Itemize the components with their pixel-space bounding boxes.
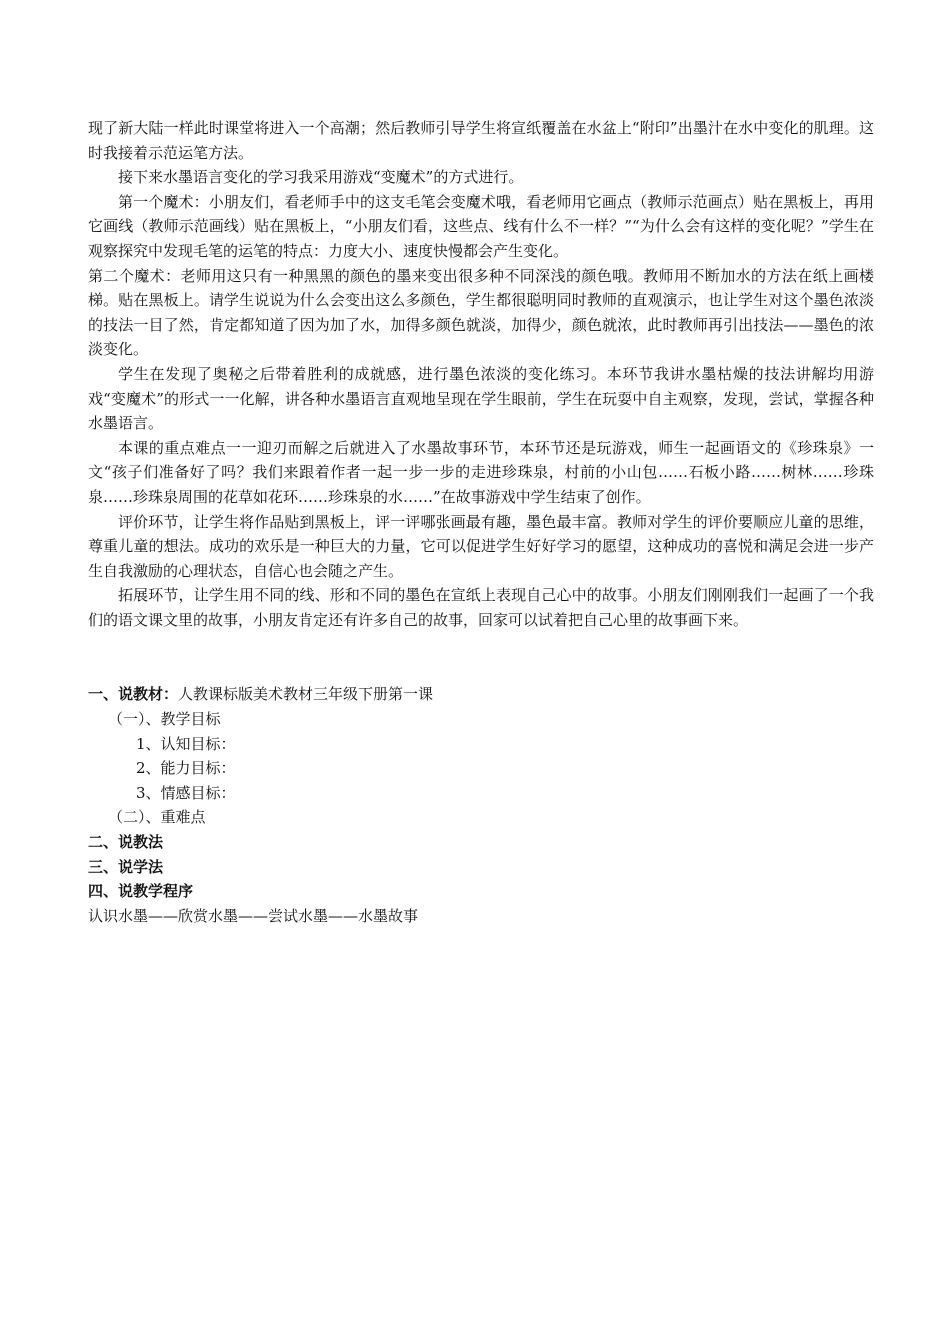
paragraph-ink-practice: 学生在发现了奥秘之后带着胜利的成就感，进行墨色浓淡的变化练习。本环节我讲水墨枯燥的技法讲解均用游戏“变魔术”的形式一一化解，讲各种水墨语言直观地呈现在学生眼前，学生在玩耍中自主观察，发现，尝试，掌握各种水墨语言。 bbox=[88, 364, 874, 433]
section-1-text: 人教课标版美术教材三年级下册第一课 bbox=[178, 685, 434, 704]
paragraph-ink-story: 本课的重点难点一一迎刃而解之后就进入了水墨故事环节，本环节还是玩游戏，师生一起画语文的《珍珠泉》一文“孩子们准备好了吗？我们来跟着作者一起一步一步的走进珍珠泉，村前的小山包……石板小路……树林……珍珠泉……珍珠泉周围的花草如花环……珍珠泉的水……”在故事游戏中学生结束了创作。 bbox=[88, 438, 874, 506]
section-1-heading: 一、说教材： bbox=[88, 685, 179, 704]
outline-key-points: （二）、重难点 bbox=[108, 808, 206, 827]
outline-goal-cognitive: 1、认知目标： bbox=[136, 734, 236, 753]
outline-section-2: 二、说教法 bbox=[88, 833, 164, 852]
document-page bbox=[88, 116, 874, 928]
outline-teaching-goals: （一）、教学目标 bbox=[108, 710, 221, 729]
outline-goal-ability: 2、能力目标： bbox=[136, 759, 236, 778]
paragraph-magic-game: 接下来水墨语言变化的学习我采用游戏“变魔术”的方式进行。 bbox=[118, 168, 524, 187]
lecture-outline bbox=[88, 682, 874, 928]
paragraph-intro-continuation: 现了新大陆一样此时课堂将进入一个高潮；然后教师引导学生将宣纸覆盖在水盆上“附印”出墨汁在水中变化的肌理。这时我接着示范运笔方法。 bbox=[88, 119, 874, 162]
section-gap bbox=[88, 632, 874, 682]
paragraph-evaluation: 评价环节，让学生将作品贴到黑板上，评一评哪张画最有趣，墨色最丰富。教师对学生的评价要顺应儿童的思维，尊重儿童的想法。成功的欢乐是一种巨大的力量，它可以促进学生好好学习的愿望，这种成功的喜悦和满足会进一步产生自我激励的心理状态，自信心也会随之产生。 bbox=[88, 512, 874, 580]
outline-procedure: 认识水墨——欣赏水墨——尝试水墨——水墨故事 bbox=[88, 906, 419, 925]
outline-goal-emotion: 3、情感目标： bbox=[136, 783, 236, 802]
paragraph-second-magic: 第二个魔术：老师用这只有一种黑黑的颜色的墨来变出很多种不同深浅的颜色哦。教师用不断加水的方法在纸上画楼梯。贴在黑板上。请学生说说为什么会变出这么多颜色，学生都很聪明同时教师的直观演示，也让学生对这个墨色浓淡的技法一目了然，肯定都知道了因为加了水，加得多颜色就淡，加得少，颜色就浓，此时教师再引出技法——墨色的浓淡变化。 bbox=[88, 266, 874, 359]
body-text bbox=[88, 116, 874, 632]
paragraph-first-magic: 第一个魔术：小朋友们，看老师手中的这支毛笔会变魔术哦，看老师用它画点（教师示范画点）贴在黑板上，再用它画线（教师示范画线）贴在黑板上，“小朋友们看，这些点、线有什么不一样？”“为什么会有这样的变化呢？”学生在观察探究中发现毛笔的运笔的特点：力度大小、速度快慢都会产生变化。 bbox=[88, 192, 874, 260]
paragraph-extension: 拓展环节，让学生用不同的线、形和不同的墨色在宣纸上表现自己心中的故事。小朋友们刚刚我们一起画了一个我们的语文课文里的故事，小朋友肯定还有许多自己的故事，回家可以试着把自己心里的故事画下来。 bbox=[88, 586, 874, 629]
outline-section-4: 四、说教学程序 bbox=[88, 882, 194, 901]
outline-section-1 bbox=[88, 682, 874, 707]
outline-section-3: 三、说学法 bbox=[88, 857, 164, 876]
